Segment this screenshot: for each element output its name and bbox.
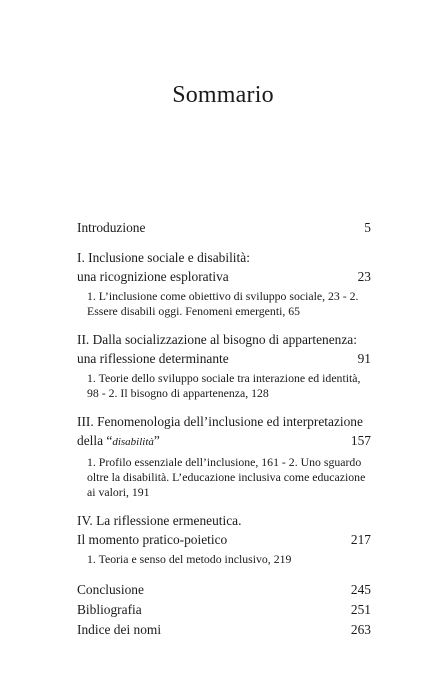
- toc-subsection-line: 1. Teoria e senso del metodo inclusivo, 219: [87, 552, 292, 566]
- toc-entry-chapter-3: [77, 412, 371, 500]
- toc-entry-bibliography: [77, 600, 371, 620]
- toc-entry-label: II. Dalla socializzazione al bisogno di appartenenza:: [77, 332, 357, 347]
- toc-entry-page: 263: [350, 622, 371, 637]
- table-of-contents: [77, 218, 371, 640]
- toc-subsections: [77, 552, 371, 567]
- toc-subsection-line: 1. L’inclusione come obiettivo di sviluppo sociale, 23 - 2.: [87, 289, 359, 303]
- toc-entry-page: 91: [357, 351, 371, 366]
- toc-entry-chapter-4: [77, 511, 371, 567]
- toc-subsection-line: Essere disabili oggi. Fenomeni emergenti, 65: [87, 304, 301, 318]
- toc-entry-label: [77, 431, 160, 452]
- toc-entry-label: III. Fenomenologia dell’inclusione ed interpretazione: [77, 414, 363, 429]
- toc-entry-index: [77, 620, 371, 640]
- toc-entry-chapter-2: [77, 330, 371, 401]
- toc-subsections: [77, 371, 371, 401]
- toc-subsections: [77, 289, 371, 319]
- toc-subsections: [77, 455, 371, 500]
- toc-entry-page: 251: [350, 602, 371, 617]
- toc-entry-label: IV. La riflessione ermeneutica.: [77, 513, 242, 528]
- toc-subsection-line: ai valori, 191: [87, 485, 150, 499]
- toc-entry-page: 23: [357, 269, 371, 284]
- toc-entry-label: I. Inclusione sociale e disabilità:: [77, 250, 250, 265]
- toc-entry-label-prefix: della “: [77, 433, 113, 448]
- toc-entry-label: una ricognizione esplorativa: [77, 269, 229, 284]
- toc-back-matter: [77, 580, 371, 640]
- toc-entry-label-italic: disabilità: [112, 436, 154, 448]
- toc-subsection-line: 1. Profilo essenziale dell’inclusione, 161 - 2. Uno sguardo: [87, 455, 362, 469]
- page-title: Sommario: [172, 82, 274, 108]
- toc-entry-label-suffix: ”: [153, 433, 160, 448]
- toc-entry-label: Indice dei nomi: [77, 622, 162, 637]
- toc-entry-page: 217: [350, 532, 371, 547]
- toc-entry-label: Introduzione: [77, 220, 146, 235]
- toc-entry-page: 245: [350, 582, 371, 597]
- toc-entry-introduction: [77, 218, 371, 237]
- toc-entry-chapter-1: [77, 248, 371, 319]
- toc-subsection-line: 98 - 2. Il bisogno di appartenenza, 128: [87, 386, 269, 400]
- toc-subsection-line: oltre la disabilità. L’educazione inclusiva come educazione: [87, 470, 366, 484]
- toc-entry-label: una riflessione determinante: [77, 351, 229, 366]
- toc-entry-conclusion: [77, 580, 371, 600]
- toc-entry-page: 157: [350, 433, 371, 448]
- toc-entry-page: 5: [364, 220, 371, 235]
- toc-entry-label: Il momento pratico-poietico: [77, 532, 228, 547]
- toc-entry-label: Bibliografia: [77, 602, 142, 617]
- toc-entry-label: Conclusione: [77, 582, 144, 597]
- toc-subsection-line: 1. Teorie dello sviluppo sociale tra interazione ed identità,: [87, 371, 361, 385]
